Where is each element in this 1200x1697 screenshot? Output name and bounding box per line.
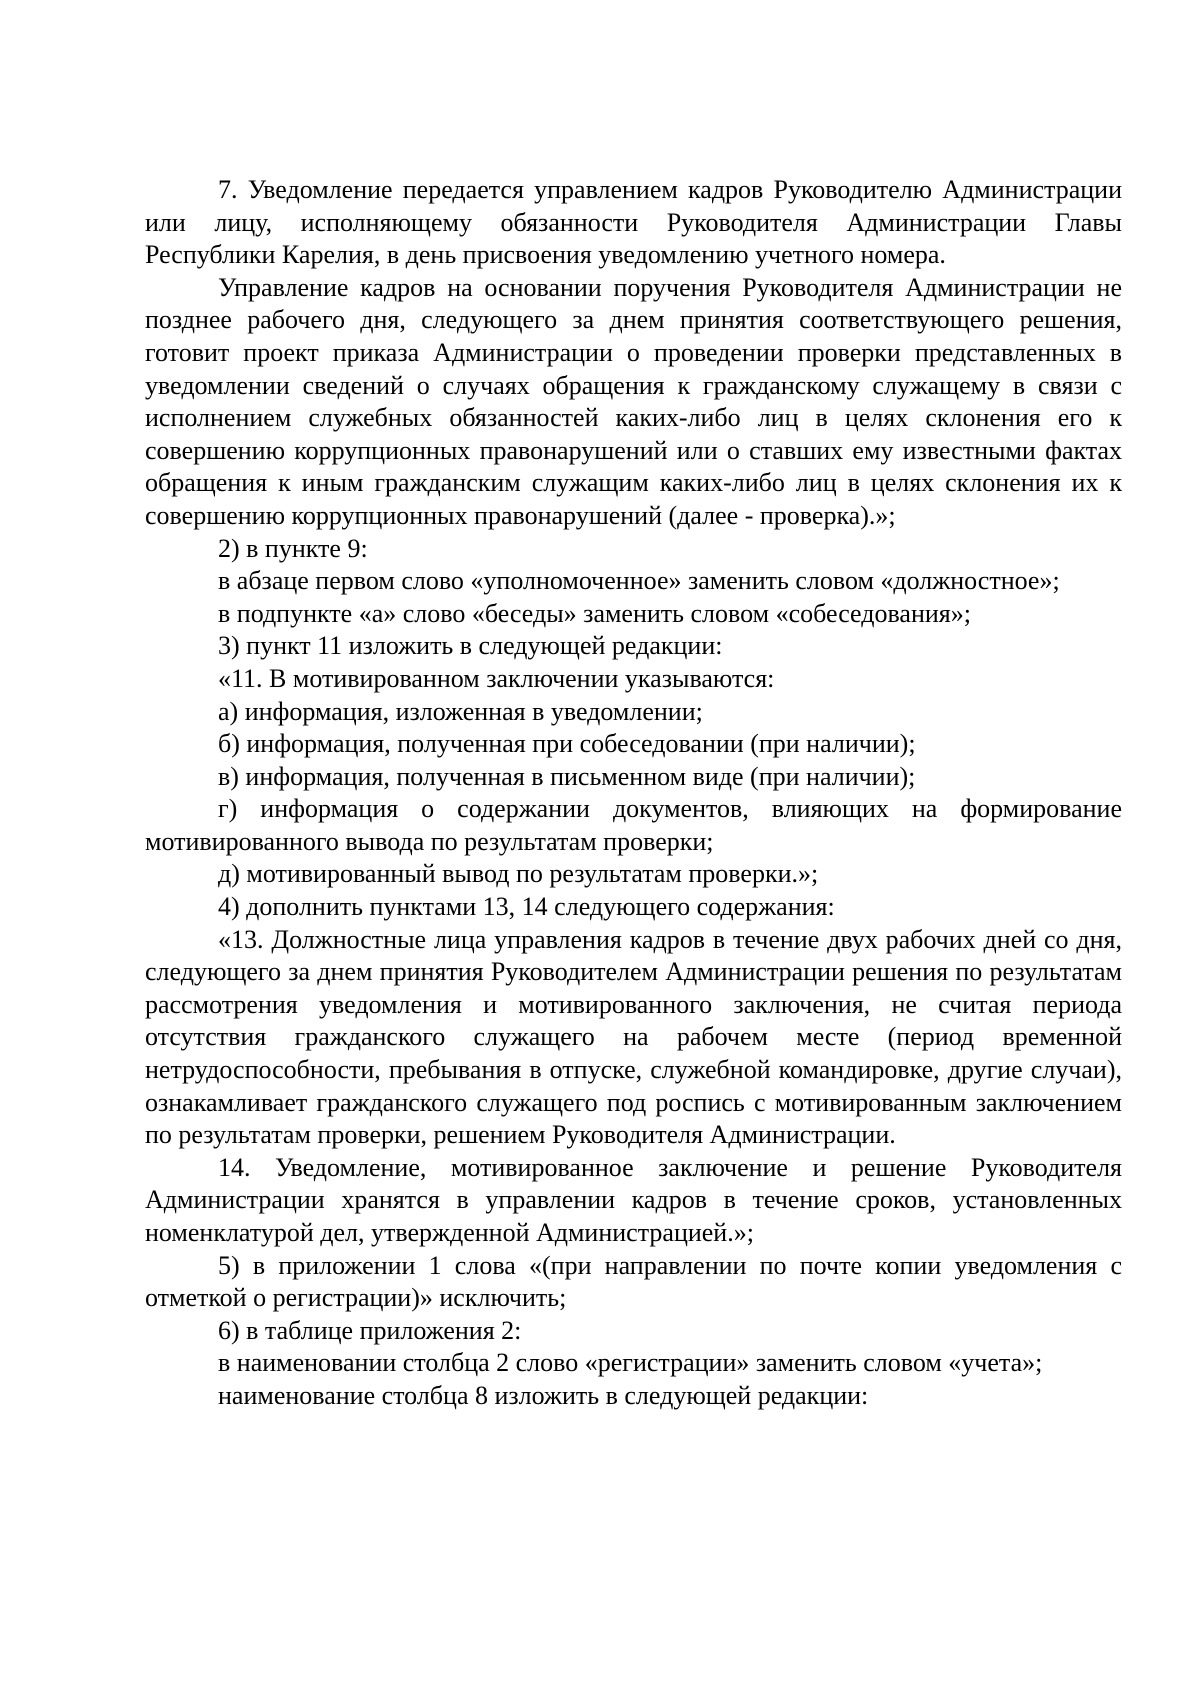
paragraph-amendment-4: 4) дополнить пунктами 13, 14 следующего содержания: (218, 892, 835, 922)
paragraph-item-11: «11. В мотивированном заключении указываются: (218, 663, 775, 693)
paragraph-item-11-v: в) информация, полученная в письменном виде (при наличии); (218, 761, 916, 791)
paragraph-inspection-order: Управление кадров на основании поручения Руководителя Администрации не позднее рабочего дня, следующего за днем принятия соответствующего решения, готовит проект приказа Администрации о проведении проверки представленных в уведомлении сведений о случаях обращения к гражданскому служащему в связи с исполнением служебных обязанностей каких-либо лиц в целях склонения его к совершению коррупционных правонарушений или о ставших ему известными фактах обращения к иным гражданским служащим каких-либо лиц в целях склонения их к совершению коррупционных правонарушений (далее - проверка).»; (145, 272, 1122, 530)
paragraph-amendment-6: 6) в таблице приложения 2: (218, 1315, 522, 1345)
paragraph-column-2: в наименовании столбца 2 слово «регистрации» заменить словом «учета»; (218, 1348, 1043, 1378)
paragraph-subitem-a: в подпункте «а» слово «беседы» заменить словом «собеседования»; (218, 598, 971, 628)
paragraph-amendment-2: 2) в пункте 9: (218, 533, 368, 563)
paragraph-item-14: 14. Уведомление, мотивированное заключение и решение Руководителя Администрации хранятся в управлении кадров в течение сроков, установленных номенклатурой дел, утвержденной Администрацией.»; (145, 1152, 1122, 1247)
paragraph-item-11-g: г) информация о содержании документов, влияющих на формирование мотивированного вывода по результатам проверки; (145, 794, 1122, 856)
document-page (145, 174, 1122, 1413)
paragraph-item-11-b: б) информация, полученная при собеседовании (при наличии); (218, 729, 916, 759)
paragraph-item-13: «13. Должностные лица управления кадров в течение двух рабочих дней со дня, следующего за днем принятия Руководителем Администрации решения по результатам рассмотрения уведомления и мотивированного заключения, не считая периода отсутствия гражданского служащего на рабочем месте (период временной нетрудоспособности, пребывания в отпуске, служебной командировке, другие случаи), ознакамливает гражданского служащего под роспись с мотивированным заключением по результатам проверки, решением Руководителя Администрации. (145, 924, 1122, 1150)
paragraph-amendment-5: 5) в приложении 1 слова «(при направлении по почте копии уведомления с отметкой о регистрации)» исключить; (145, 1250, 1122, 1313)
paragraph-item-7-notice-transfer: 7. Уведомление передается управлением кадров Руководителю Администрации или лицу, исполняющему обязанности Руководителя Администрации Главы Республики Карелия, в день присвоения уведомлению учетного номера. (145, 175, 1122, 270)
paragraph-column-8: наименование столбца 8 изложить в следующей редакции: (218, 1380, 869, 1410)
paragraph-first-abzac: в абзаце первом слово «уполномоченное» заменить словом «должностное»; (218, 566, 1060, 596)
paragraph-item-11-d: д) мотивированный вывод по результатам проверки.»; (218, 859, 819, 889)
paragraph-item-11-a: а) информация, изложенная в уведомлении; (218, 696, 703, 726)
paragraph-amendment-3: 3) пункт 11 изложить в следующей редакции: (218, 631, 723, 661)
